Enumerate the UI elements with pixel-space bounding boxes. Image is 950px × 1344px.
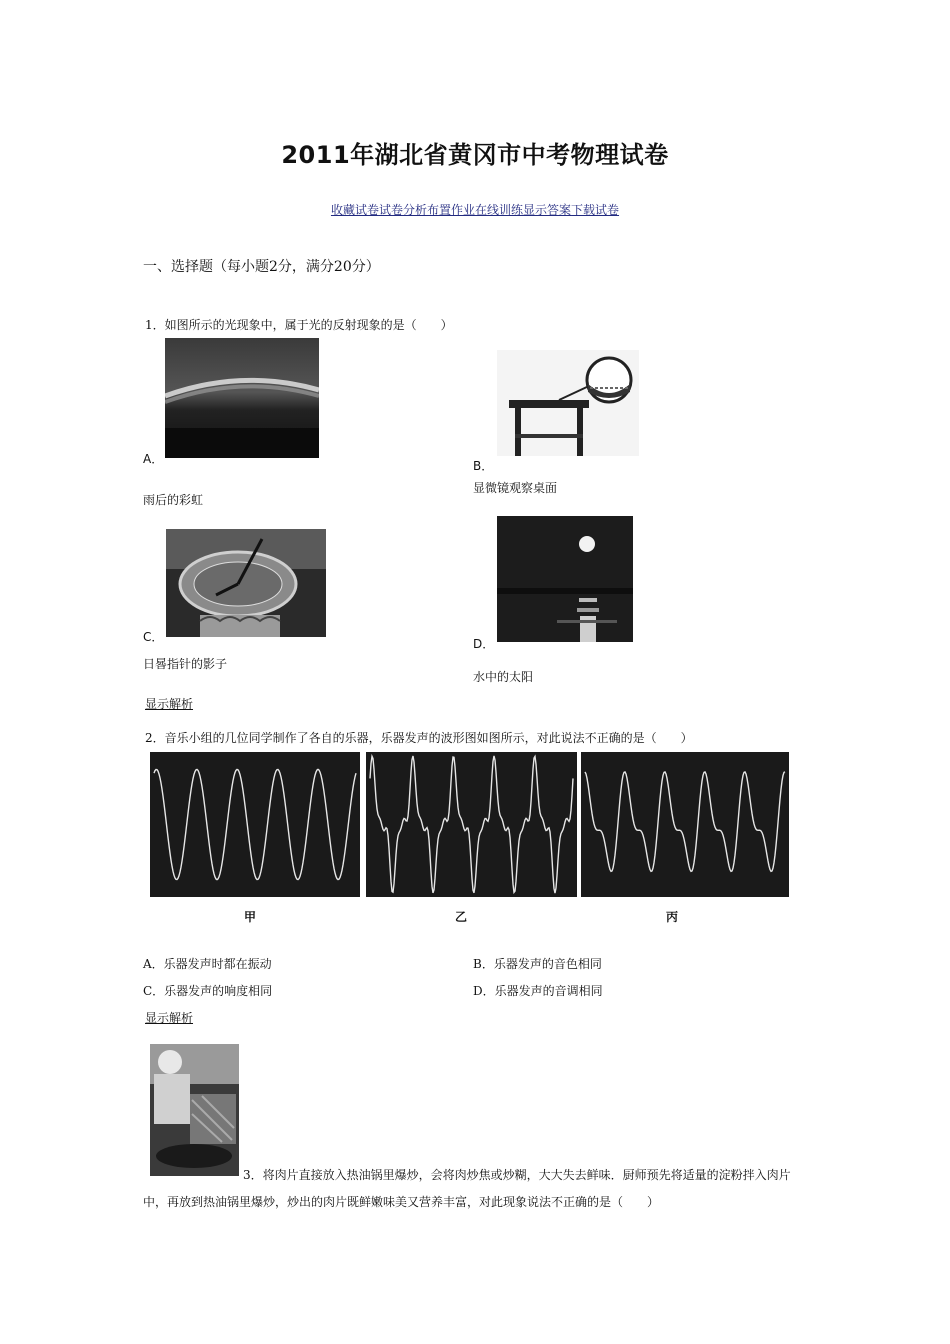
sun-reflection-photo bbox=[497, 516, 633, 642]
toolbar-assign-link[interactable]: 布置作业 bbox=[426, 203, 475, 217]
q1-show-analysis-link[interactable]: 显示解析 bbox=[145, 697, 194, 711]
q1-option-a-letter: A． bbox=[143, 452, 164, 466]
waveform-panel-bing bbox=[581, 752, 789, 897]
q2-option-b: B．乐器发声的音色相同 bbox=[473, 957, 602, 971]
q1-option-a-caption: 雨后的彩虹 bbox=[143, 493, 204, 507]
toolbar-show-answer-link[interactable]: 显示答案 bbox=[523, 203, 572, 217]
waveform-jia-svg bbox=[150, 752, 360, 897]
question-1-stem: 1．如图所示的光现象中，属于光的反射现象的是（ ） bbox=[145, 318, 453, 332]
waveform-yi-svg bbox=[366, 752, 577, 897]
waveform-panel-yi bbox=[366, 752, 577, 897]
toolbar-download-link[interactable]: 下载试卷 bbox=[571, 203, 620, 217]
question-3-stem-line1: 3．将肉片直接放入热油锅里爆炒，会将肉炒焦或炒糊，大大失去鲜味．厨师预先将适量的淀粉拌入肉片 bbox=[243, 1168, 791, 1182]
waveform-label-yi: 乙 bbox=[455, 910, 468, 924]
q1-option-c-caption: 日晷指针的影子 bbox=[143, 657, 228, 671]
toolbar bbox=[0, 201, 950, 218]
section-heading: 一、选择题（每小题2分，满分20分） bbox=[143, 259, 380, 275]
toolbar-analysis-link[interactable]: 试卷分析 bbox=[378, 203, 427, 217]
sundial-photo bbox=[166, 529, 326, 637]
chef-cooking-photo bbox=[150, 1044, 239, 1176]
rainbow-photo bbox=[165, 338, 319, 458]
question-2-stem: 2．音乐小组的几位同学制作了各自的乐器，乐器发声的波形图如图所示，对此说法不正确的是（ ） bbox=[145, 731, 693, 745]
waveform-label-bing: 丙 bbox=[666, 910, 679, 924]
q1-option-d-caption: 水中的太阳 bbox=[473, 670, 534, 684]
toolbar-favorite-link[interactable]: 收藏试卷 bbox=[330, 203, 379, 217]
waveform-label-jia: 甲 bbox=[244, 910, 257, 924]
waveform-bing-svg bbox=[581, 752, 789, 897]
page-title: 2011年湖北省黄冈市中考物理试卷 bbox=[281, 141, 669, 169]
q1-option-b-caption: 显微镜观察桌面 bbox=[473, 481, 558, 495]
waveform-panel-jia bbox=[150, 752, 360, 897]
q2-option-a: A．乐器发声时都在振动 bbox=[143, 957, 272, 971]
q2-show-analysis-link[interactable]: 显示解析 bbox=[145, 1011, 194, 1025]
q2-option-d: D．乐器发声的音调相同 bbox=[473, 984, 603, 998]
q2-option-c: C．乐器发声的响度相同 bbox=[143, 984, 273, 998]
toolbar-training-link[interactable]: 在线训练 bbox=[475, 203, 524, 217]
microscope-table-photo bbox=[497, 350, 639, 456]
q1-option-b-letter: B． bbox=[473, 459, 494, 473]
q1-option-c-letter: C． bbox=[143, 630, 164, 644]
q1-option-d-letter: D． bbox=[473, 637, 495, 651]
question-3-stem-line2: 中，再放到热油锅里爆炒，炒出的肉片既鲜嫩味美又营养丰富，对此现象说法不正确的是（ ） bbox=[143, 1195, 660, 1209]
